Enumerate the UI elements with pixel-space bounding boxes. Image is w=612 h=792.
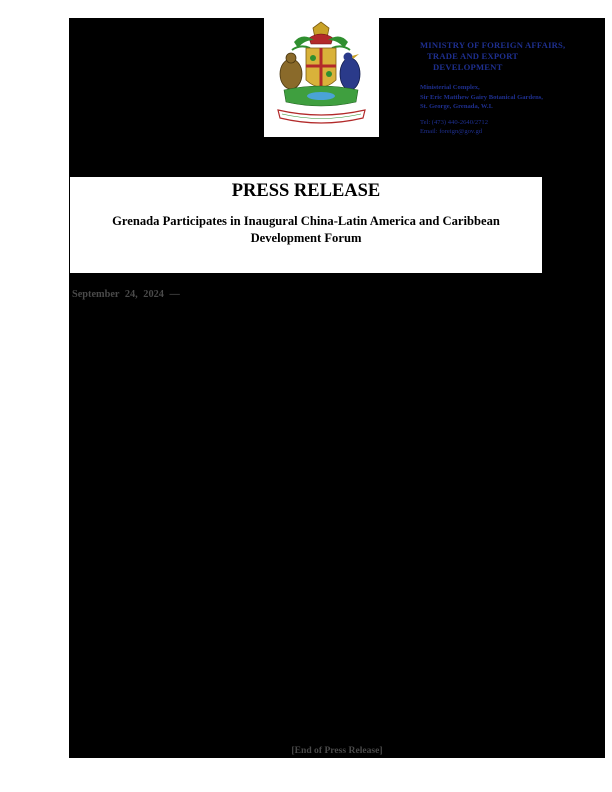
ministry-contact: [420, 118, 602, 137]
address-line1: Ministerial Complex,: [420, 84, 480, 91]
ministry-address: [420, 83, 602, 112]
dateline: September 24, 2024 —: [72, 289, 180, 300]
ministry-name-line2: TRADE AND EXPORT: [427, 51, 519, 61]
ministry-name-line1: MINISTRY OF FOREIGN AFFAIRS,: [420, 40, 566, 50]
address-line3: St. George, Grenada, W.I.: [420, 103, 493, 110]
end-of-release-note: [End of Press Release]: [291, 745, 383, 756]
phone-number: Tel: (473) 440-2640/2712: [420, 118, 489, 126]
press-release-headline: Grenada Participates in Inaugural China-Latin America and Caribbean Development Forum: [112, 214, 500, 245]
ministry-name-line3: DEVELOPMENT: [433, 62, 503, 72]
email-address: Email: foreign@gov.gd: [420, 128, 483, 135]
title-box: [70, 177, 542, 273]
press-release-heading: PRESS RELEASE: [231, 181, 381, 201]
address-line2: Sir Eric Matthew Gairy Botanical Gardens,: [420, 93, 543, 101]
ministry-letterhead: [420, 40, 602, 137]
coat-of-arms: [264, 18, 379, 137]
ministry-name: [420, 40, 602, 73]
coat-of-arms-icon: [264, 18, 379, 137]
